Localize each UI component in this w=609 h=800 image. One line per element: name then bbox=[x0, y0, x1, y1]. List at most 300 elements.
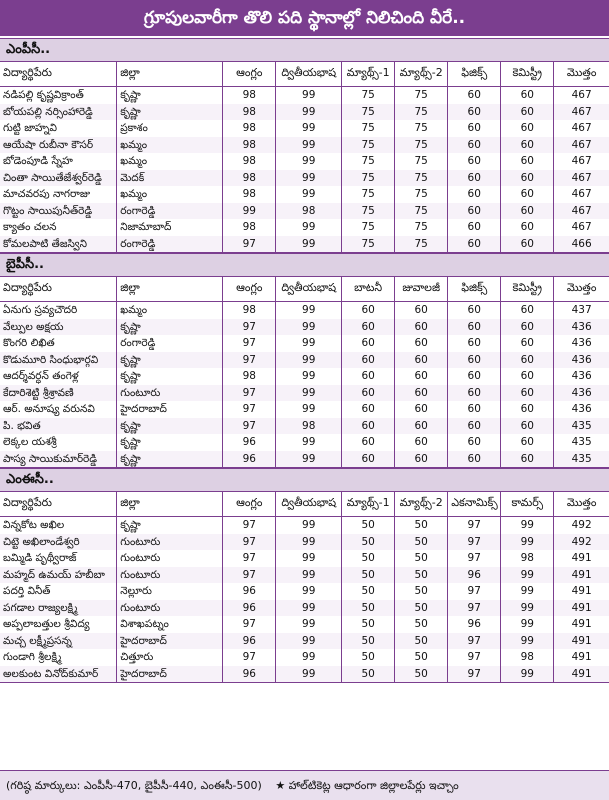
column-header: ఆంగ్లం bbox=[223, 277, 276, 302]
student-name-cell: గొట్టం సాయిపునీత్‌రెడ్డి bbox=[0, 203, 117, 220]
column-header: మొత్తం bbox=[554, 492, 609, 517]
marks-cell: 60 bbox=[501, 451, 554, 468]
marks-cell: 50 bbox=[342, 666, 395, 683]
marks-cell: 436 bbox=[554, 385, 609, 402]
table-row bbox=[0, 368, 609, 385]
table-row bbox=[0, 550, 609, 567]
footer-max-marks: (గరిష్ఠ మార్కులు: ఎంపీసీ-470, బైపీసీ-440, ఎంఈసీ-500) bbox=[6, 779, 262, 792]
district-cell: గుంటూరు bbox=[117, 600, 223, 617]
marks-cell: 60 bbox=[448, 434, 501, 451]
student-name-cell: ఏనుగు స్రవ్యచౌదరి bbox=[0, 302, 117, 319]
marks-cell: 99 bbox=[501, 616, 554, 633]
marks-cell: 99 bbox=[276, 302, 342, 319]
marks-cell: 60 bbox=[501, 104, 554, 121]
marks-cell: 98 bbox=[276, 418, 342, 435]
marks-cell: 96 bbox=[223, 451, 276, 468]
table-row bbox=[0, 385, 609, 402]
marks-table bbox=[0, 277, 609, 468]
table-row bbox=[0, 649, 609, 666]
marks-cell: 491 bbox=[554, 666, 609, 683]
marks-cell: 75 bbox=[395, 186, 448, 203]
marks-cell: 492 bbox=[554, 534, 609, 551]
marks-cell: 60 bbox=[501, 236, 554, 253]
marks-cell: 60 bbox=[501, 137, 554, 154]
marks-cell: 60 bbox=[448, 335, 501, 352]
marks-cell: 98 bbox=[501, 550, 554, 567]
marks-table bbox=[0, 62, 609, 253]
district-cell: కృష్ణా bbox=[117, 434, 223, 451]
marks-cell: 75 bbox=[342, 153, 395, 170]
column-header: జిల్లా bbox=[117, 277, 223, 302]
marks-cell: 75 bbox=[395, 203, 448, 220]
district-cell: కృష్ణా bbox=[117, 517, 223, 534]
marks-cell: 60 bbox=[501, 153, 554, 170]
marks-cell: 60 bbox=[448, 352, 501, 369]
marks-cell: 60 bbox=[448, 302, 501, 319]
district-cell: ఖమ్మం bbox=[117, 302, 223, 319]
marks-cell: 50 bbox=[395, 616, 448, 633]
table-row bbox=[0, 137, 609, 154]
column-header: విద్యార్థిపేరు bbox=[0, 277, 117, 302]
student-name-cell: గుండాగి శ్రీలక్ష్మి bbox=[0, 649, 117, 666]
marks-cell: 491 bbox=[554, 567, 609, 584]
marks-cell: 97 bbox=[448, 550, 501, 567]
table-row bbox=[0, 600, 609, 617]
marks-cell: 467 bbox=[554, 219, 609, 236]
student-name-cell: కేదారిశెట్టి శ్రీశ్రావణి bbox=[0, 385, 117, 402]
marks-cell: 98 bbox=[223, 153, 276, 170]
footer-note bbox=[0, 770, 609, 800]
marks-cell: 50 bbox=[342, 534, 395, 551]
marks-cell: 99 bbox=[276, 517, 342, 534]
marks-cell: 50 bbox=[395, 666, 448, 683]
marks-cell: 98 bbox=[223, 87, 276, 104]
marks-cell: 50 bbox=[342, 600, 395, 617]
student-name-cell: కొంగరి లిఖిత bbox=[0, 335, 117, 352]
marks-cell: 60 bbox=[342, 319, 395, 336]
marks-cell: 60 bbox=[448, 170, 501, 187]
marks-cell: 467 bbox=[554, 137, 609, 154]
table-row bbox=[0, 418, 609, 435]
marks-cell: 60 bbox=[501, 352, 554, 369]
marks-cell: 99 bbox=[276, 186, 342, 203]
column-header: ద్వితీయభాష bbox=[276, 62, 342, 87]
table-row bbox=[0, 451, 609, 468]
marks-cell: 75 bbox=[395, 219, 448, 236]
district-cell: హైదరాబాద్ bbox=[117, 401, 223, 418]
marks-cell: 467 bbox=[554, 87, 609, 104]
marks-cell: 437 bbox=[554, 302, 609, 319]
marks-cell: 97 bbox=[223, 649, 276, 666]
marks-cell: 60 bbox=[448, 219, 501, 236]
section-label: బైపీసీ.. bbox=[0, 253, 609, 277]
marks-cell: 60 bbox=[395, 352, 448, 369]
marks-cell: 467 bbox=[554, 186, 609, 203]
marks-cell: 467 bbox=[554, 170, 609, 187]
marks-cell: 99 bbox=[276, 633, 342, 650]
marks-cell: 98 bbox=[223, 170, 276, 187]
marks-cell: 97 bbox=[223, 534, 276, 551]
marks-cell: 491 bbox=[554, 600, 609, 617]
marks-cell: 75 bbox=[342, 203, 395, 220]
marks-cell: 60 bbox=[395, 335, 448, 352]
table-row bbox=[0, 186, 609, 203]
column-header: మ్యాథ్స్-1 bbox=[342, 62, 395, 87]
marks-cell: 75 bbox=[395, 170, 448, 187]
marks-cell: 60 bbox=[342, 385, 395, 402]
marks-cell: 96 bbox=[223, 600, 276, 617]
marks-cell: 60 bbox=[448, 153, 501, 170]
marks-cell: 436 bbox=[554, 352, 609, 369]
district-cell: ఖమ్మం bbox=[117, 137, 223, 154]
marks-cell: 97 bbox=[223, 401, 276, 418]
student-name-cell: పగడాల రాజ్యలక్ష్మి bbox=[0, 600, 117, 617]
marks-cell: 60 bbox=[501, 203, 554, 220]
marks-cell: 99 bbox=[276, 153, 342, 170]
marks-cell: 96 bbox=[448, 616, 501, 633]
marks-cell: 50 bbox=[342, 616, 395, 633]
marks-cell: 99 bbox=[501, 534, 554, 551]
page-title: గ్రూపులవారీగా తొలి పది స్థానాల్లో నిలిచింది వీరే.. bbox=[0, 0, 609, 38]
column-header: జిల్లా bbox=[117, 62, 223, 87]
marks-cell: 467 bbox=[554, 104, 609, 121]
district-cell: నెల్లూరు bbox=[117, 583, 223, 600]
marks-cell: 60 bbox=[342, 302, 395, 319]
student-name-cell: పి. భవిత bbox=[0, 418, 117, 435]
marks-cell: 60 bbox=[501, 87, 554, 104]
marks-cell: 75 bbox=[342, 236, 395, 253]
marks-cell: 97 bbox=[223, 335, 276, 352]
marks-cell: 60 bbox=[342, 434, 395, 451]
marks-cell: 492 bbox=[554, 517, 609, 534]
marks-cell: 50 bbox=[395, 583, 448, 600]
table-row bbox=[0, 236, 609, 253]
marks-cell: 97 bbox=[448, 583, 501, 600]
marks-cell: 60 bbox=[448, 236, 501, 253]
marks-cell: 99 bbox=[276, 616, 342, 633]
column-header: మ్యాథ్స్-2 bbox=[395, 62, 448, 87]
table-row bbox=[0, 517, 609, 534]
column-header: ఫిజిక్స్ bbox=[448, 277, 501, 302]
sections-container bbox=[0, 38, 609, 683]
marks-cell: 99 bbox=[276, 219, 342, 236]
district-cell: హైదరాబాద్ bbox=[117, 666, 223, 683]
marks-cell: 60 bbox=[501, 401, 554, 418]
marks-cell: 435 bbox=[554, 418, 609, 435]
marks-cell: 99 bbox=[276, 451, 342, 468]
marks-cell: 50 bbox=[395, 600, 448, 617]
marks-cell: 99 bbox=[276, 534, 342, 551]
marks-cell: 50 bbox=[395, 633, 448, 650]
student-name-cell: లెక్కల యశశ్రీ bbox=[0, 434, 117, 451]
column-header: మొత్తం bbox=[554, 277, 609, 302]
marks-cell: 97 bbox=[448, 600, 501, 617]
marks-cell: 98 bbox=[223, 186, 276, 203]
district-cell: ఖమ్మం bbox=[117, 153, 223, 170]
student-name-cell: గుట్టి జాహ్నవి bbox=[0, 120, 117, 137]
district-cell: కృష్ణా bbox=[117, 87, 223, 104]
table-row bbox=[0, 153, 609, 170]
column-header: ఆంగ్లం bbox=[223, 62, 276, 87]
marks-cell: 99 bbox=[501, 567, 554, 584]
student-name-cell: విన్నకోట అఖిల bbox=[0, 517, 117, 534]
marks-cell: 60 bbox=[448, 186, 501, 203]
marks-cell: 60 bbox=[501, 186, 554, 203]
district-cell: కృష్ణా bbox=[117, 451, 223, 468]
table-row bbox=[0, 302, 609, 319]
marks-cell: 50 bbox=[342, 649, 395, 666]
table-row bbox=[0, 616, 609, 633]
marks-cell: 97 bbox=[223, 418, 276, 435]
marks-cell: 98 bbox=[223, 104, 276, 121]
marks-cell: 60 bbox=[501, 120, 554, 137]
district-cell: రంగారెడ్డి bbox=[117, 203, 223, 220]
table-row bbox=[0, 87, 609, 104]
student-name-cell: పాస్య సాయికుమార్‌రెడ్డి bbox=[0, 451, 117, 468]
marks-cell: 75 bbox=[342, 120, 395, 137]
marks-cell: 75 bbox=[342, 170, 395, 187]
marks-cell: 436 bbox=[554, 368, 609, 385]
marks-cell: 97 bbox=[448, 534, 501, 551]
marks-cell: 60 bbox=[448, 104, 501, 121]
student-name-cell: అలకుంట వినోద్‌కుమార్ bbox=[0, 666, 117, 683]
student-name-cell: ఆదర్శ్‌వర్ధన్ తంగెళ్ల bbox=[0, 368, 117, 385]
marks-cell: 60 bbox=[501, 319, 554, 336]
marks-cell: 60 bbox=[501, 368, 554, 385]
marks-cell: 435 bbox=[554, 434, 609, 451]
marks-cell: 98 bbox=[223, 219, 276, 236]
marks-cell: 491 bbox=[554, 583, 609, 600]
column-header: ఆంగ్లం bbox=[223, 492, 276, 517]
district-cell: గుంటూరు bbox=[117, 567, 223, 584]
marks-cell: 50 bbox=[342, 517, 395, 534]
table-row bbox=[0, 203, 609, 220]
marks-cell: 60 bbox=[448, 203, 501, 220]
marks-cell: 60 bbox=[395, 385, 448, 402]
marks-cell: 60 bbox=[501, 170, 554, 187]
marks-cell: 60 bbox=[342, 401, 395, 418]
district-cell: ఖమ్మం bbox=[117, 186, 223, 203]
marks-cell: 99 bbox=[276, 335, 342, 352]
marks-cell: 491 bbox=[554, 550, 609, 567]
table-row bbox=[0, 583, 609, 600]
marks-cell: 96 bbox=[223, 583, 276, 600]
marks-cell: 96 bbox=[223, 434, 276, 451]
marks-cell: 99 bbox=[276, 137, 342, 154]
marks-cell: 99 bbox=[276, 368, 342, 385]
marks-cell: 75 bbox=[395, 236, 448, 253]
marks-cell: 97 bbox=[223, 517, 276, 534]
table-header-row bbox=[0, 492, 609, 517]
marks-cell: 98 bbox=[223, 302, 276, 319]
marks-cell: 99 bbox=[276, 583, 342, 600]
marks-cell: 75 bbox=[395, 120, 448, 137]
marks-cell: 60 bbox=[448, 368, 501, 385]
marks-cell: 97 bbox=[223, 567, 276, 584]
student-name-cell: క్యాతం చలన bbox=[0, 219, 117, 236]
table-row bbox=[0, 401, 609, 418]
table-row bbox=[0, 434, 609, 451]
column-header: జువాలజీ bbox=[395, 277, 448, 302]
student-name-cell: కొడుమూరి సింధుభార్గవి bbox=[0, 352, 117, 369]
marks-cell: 75 bbox=[342, 186, 395, 203]
table-row bbox=[0, 633, 609, 650]
marks-cell: 60 bbox=[395, 319, 448, 336]
marks-cell: 99 bbox=[276, 352, 342, 369]
student-name-cell: ఆయేషా రుబీనా కౌసర్ bbox=[0, 137, 117, 154]
column-header: జిల్లా bbox=[117, 492, 223, 517]
marks-cell: 99 bbox=[501, 517, 554, 534]
marks-cell: 60 bbox=[342, 368, 395, 385]
marks-cell: 60 bbox=[448, 385, 501, 402]
marks-cell: 50 bbox=[395, 517, 448, 534]
marks-cell: 75 bbox=[342, 137, 395, 154]
table-row bbox=[0, 666, 609, 683]
student-name-cell: ఆర్. అనూష్య వరునవి bbox=[0, 401, 117, 418]
marks-cell: 97 bbox=[448, 666, 501, 683]
marks-cell: 99 bbox=[276, 170, 342, 187]
column-header: మొత్తం bbox=[554, 62, 609, 87]
student-name-cell: అప్పలాబత్తుల శ్రీవిద్య bbox=[0, 616, 117, 633]
district-cell: నిజామాబాద్ bbox=[117, 219, 223, 236]
table-row bbox=[0, 170, 609, 187]
marks-cell: 97 bbox=[448, 517, 501, 534]
marks-cell: 99 bbox=[501, 666, 554, 683]
column-header: ఎకనామిక్స్ bbox=[448, 492, 501, 517]
marks-cell: 99 bbox=[276, 120, 342, 137]
column-header: ద్వితీయభాష bbox=[276, 492, 342, 517]
marks-cell: 60 bbox=[342, 451, 395, 468]
student-name-cell: బోడెంపూడి స్నేహ bbox=[0, 153, 117, 170]
marks-cell: 97 bbox=[448, 649, 501, 666]
student-name-cell: బమ్మిడి పృథ్వీరాజ్ bbox=[0, 550, 117, 567]
marks-cell: 466 bbox=[554, 236, 609, 253]
marks-cell: 96 bbox=[448, 567, 501, 584]
marks-cell: 60 bbox=[448, 87, 501, 104]
marks-cell: 99 bbox=[276, 385, 342, 402]
table-row bbox=[0, 219, 609, 236]
marks-cell: 60 bbox=[501, 302, 554, 319]
table-row bbox=[0, 120, 609, 137]
marks-cell: 99 bbox=[276, 434, 342, 451]
district-cell: గుంటూరు bbox=[117, 550, 223, 567]
marks-cell: 97 bbox=[223, 352, 276, 369]
marks-cell: 99 bbox=[276, 401, 342, 418]
district-cell: ప్రకాశం bbox=[117, 120, 223, 137]
marks-cell: 60 bbox=[448, 451, 501, 468]
marks-cell: 60 bbox=[448, 137, 501, 154]
footer-district-note: ★ హాల్‌టికెట్ల ఆధారంగా జిల్లాలపేర్లు ఇచ్చాం bbox=[275, 779, 459, 792]
marks-cell: 99 bbox=[501, 633, 554, 650]
district-cell: గుంటూరు bbox=[117, 385, 223, 402]
student-name-cell: చింతా సాయితేజేశ్వర్‌రెడ్డి bbox=[0, 170, 117, 187]
marks-cell: 60 bbox=[501, 418, 554, 435]
column-header: ఫిజిక్స్ bbox=[448, 62, 501, 87]
marks-cell: 60 bbox=[448, 120, 501, 137]
student-name-cell: మచ్చ లక్ష్మీప్రసన్న bbox=[0, 633, 117, 650]
column-header: విద్యార్థిపేరు bbox=[0, 492, 117, 517]
marks-cell: 99 bbox=[276, 104, 342, 121]
marks-cell: 99 bbox=[276, 567, 342, 584]
marks-table bbox=[0, 492, 609, 683]
district-cell: చిత్తూరు bbox=[117, 649, 223, 666]
marks-cell: 75 bbox=[342, 104, 395, 121]
marks-cell: 60 bbox=[395, 418, 448, 435]
student-name-cell: నడిపల్లి కృష్ణవిక్రాంత్ bbox=[0, 87, 117, 104]
table-row bbox=[0, 104, 609, 121]
marks-cell: 96 bbox=[223, 666, 276, 683]
marks-cell: 60 bbox=[501, 219, 554, 236]
district-cell: కృష్ణా bbox=[117, 368, 223, 385]
marks-cell: 99 bbox=[276, 319, 342, 336]
table-row bbox=[0, 319, 609, 336]
marks-cell: 99 bbox=[223, 203, 276, 220]
table-row bbox=[0, 534, 609, 551]
marks-cell: 75 bbox=[395, 153, 448, 170]
marks-cell: 98 bbox=[223, 120, 276, 137]
district-cell: కృష్ణా bbox=[117, 418, 223, 435]
table-row bbox=[0, 352, 609, 369]
marks-cell: 99 bbox=[501, 583, 554, 600]
marks-cell: 60 bbox=[342, 335, 395, 352]
marks-cell: 50 bbox=[342, 583, 395, 600]
district-cell: మెదక్ bbox=[117, 170, 223, 187]
marks-cell: 60 bbox=[501, 434, 554, 451]
marks-cell: 50 bbox=[395, 649, 448, 666]
marks-cell: 435 bbox=[554, 451, 609, 468]
marks-cell: 467 bbox=[554, 120, 609, 137]
table-header-row bbox=[0, 62, 609, 87]
marks-cell: 97 bbox=[448, 633, 501, 650]
student-name-cell: మాచవరపు నాగరాజు bbox=[0, 186, 117, 203]
column-header: మ్యాథ్స్-2 bbox=[395, 492, 448, 517]
district-cell: హైదరాబాద్ bbox=[117, 633, 223, 650]
marks-cell: 97 bbox=[223, 319, 276, 336]
column-header: ద్వితీయభాష bbox=[276, 277, 342, 302]
marks-cell: 60 bbox=[448, 401, 501, 418]
marks-cell: 99 bbox=[276, 550, 342, 567]
district-cell: విశాఖపట్నం bbox=[117, 616, 223, 633]
table-row bbox=[0, 335, 609, 352]
marks-cell: 467 bbox=[554, 153, 609, 170]
column-header: మ్యాథ్స్-1 bbox=[342, 492, 395, 517]
marks-cell: 491 bbox=[554, 616, 609, 633]
marks-cell: 60 bbox=[448, 319, 501, 336]
marks-cell: 97 bbox=[223, 385, 276, 402]
marks-cell: 50 bbox=[342, 550, 395, 567]
column-header: కామర్స్ bbox=[501, 492, 554, 517]
marks-cell: 75 bbox=[395, 87, 448, 104]
column-header: కెమిస్ట్రీ bbox=[501, 62, 554, 87]
marks-cell: 75 bbox=[395, 137, 448, 154]
marks-cell: 50 bbox=[395, 567, 448, 584]
marks-cell: 75 bbox=[342, 87, 395, 104]
section-label: ఎంఈసీ.. bbox=[0, 468, 609, 492]
marks-cell: 60 bbox=[342, 418, 395, 435]
marks-cell: 97 bbox=[223, 236, 276, 253]
marks-cell: 60 bbox=[501, 385, 554, 402]
marks-cell: 50 bbox=[395, 534, 448, 551]
marks-cell: 98 bbox=[223, 368, 276, 385]
section-label: ఎంపీసీ.. bbox=[0, 38, 609, 62]
marks-cell: 50 bbox=[342, 567, 395, 584]
district-cell: కృష్ణా bbox=[117, 319, 223, 336]
marks-cell: 99 bbox=[276, 666, 342, 683]
marks-cell: 60 bbox=[395, 401, 448, 418]
district-cell: కృష్ణా bbox=[117, 352, 223, 369]
marks-cell: 75 bbox=[395, 104, 448, 121]
district-cell: కృష్ణా bbox=[117, 104, 223, 121]
